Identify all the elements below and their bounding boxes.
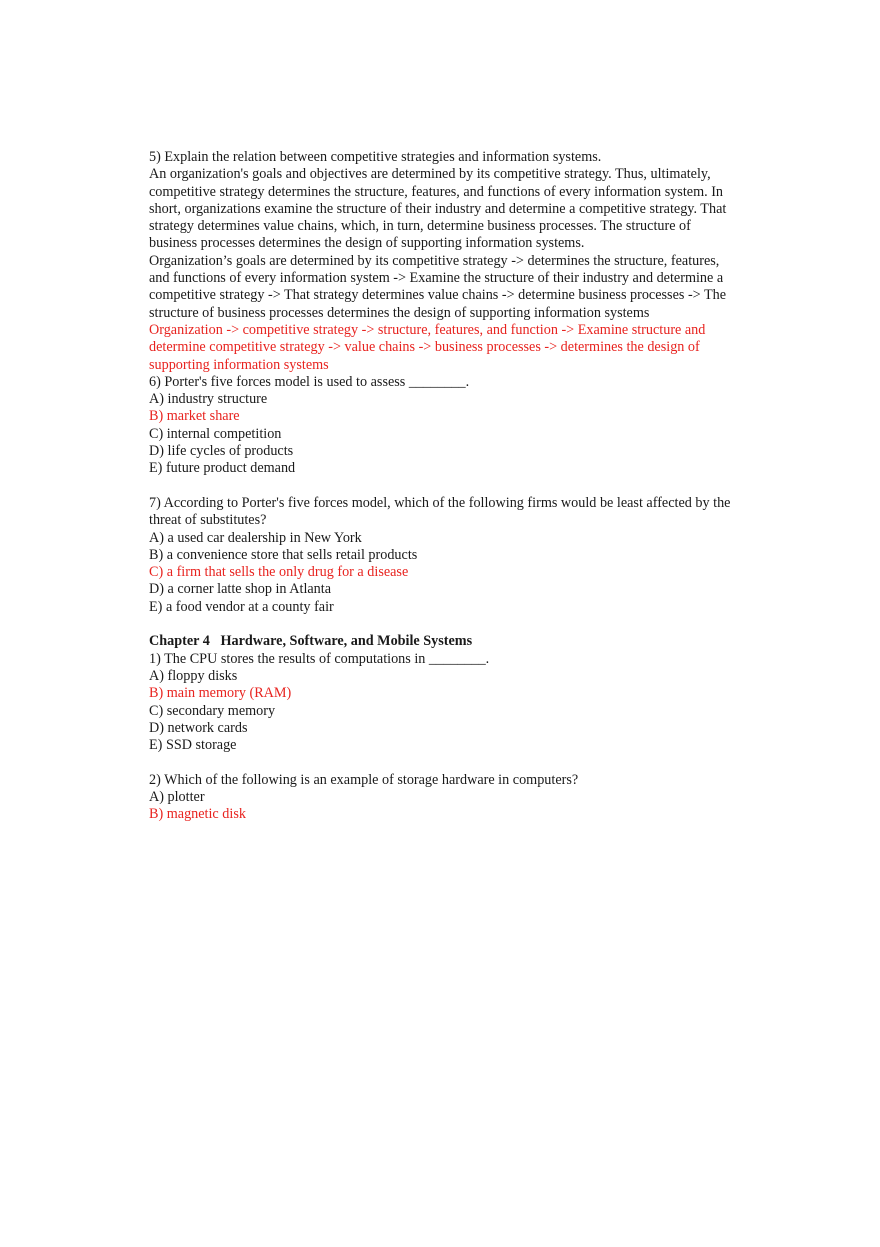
c4q1-option-b-correct: B) main memory (RAM) bbox=[149, 685, 292, 702]
c4q1-option-d: D) network cards bbox=[149, 719, 248, 736]
q5-question: 5) Explain the relation between competitive strategies and information systems. bbox=[149, 149, 602, 165]
c4q1-option-e: E) SSD storage bbox=[149, 737, 237, 754]
q6-option-a: A) industry structure bbox=[149, 391, 268, 408]
q7-question: 7) According to Porter's five forces model, which of the following firms would be least affected by the threat of substitutes? bbox=[149, 494, 731, 529]
c4q2-block bbox=[149, 772, 739, 824]
c4q1-option-c: C) secondary memory bbox=[149, 702, 276, 719]
c4q2-question: 2) Which of the following is an example of storage hardware in computers? bbox=[149, 771, 579, 788]
q6-question: 6) Porter's five forces model is used to assess ________. bbox=[149, 373, 470, 390]
q5-answer-paragraph: An organization's goals and objectives are determined by its competitive strategy. Thus, ultimately, competitive strategy determines the structure, features, and functions of every information system. In short, organizations examine the structure of their industry and determine a competitive strategy. That strategy determines value chains, which, in turn, determine business processes. The structure of business processes determines the design of supporting information systems. bbox=[149, 166, 727, 252]
q6-option-c: C) internal competition bbox=[149, 425, 282, 442]
q6-option-e: E) future product demand bbox=[149, 460, 296, 477]
c4q1-block bbox=[149, 651, 739, 755]
c4q1-question: 1) The CPU stores the results of computations in ________. bbox=[149, 650, 490, 667]
chapter-title: Chapter 4 Hardware, Software, and Mobile Systems bbox=[149, 633, 473, 650]
c4q2-option-a: A) plotter bbox=[149, 788, 205, 805]
q7-option-e: E) a food vendor at a county fair bbox=[149, 598, 334, 615]
q6-option-d: D) life cycles of products bbox=[149, 443, 294, 460]
page-content bbox=[149, 149, 739, 824]
q5-summary-paragraph: Organization’s goals are determined by its competitive strategy -> determines the structure, features, and functions of every information system -> Examine the structure of their industry and determine a competitive strategy -> That strategy determines value chains -> determine business processes -> The structure of business processes determines the design of supporting information systems bbox=[149, 252, 727, 321]
q6-option-b-correct: B) market share bbox=[149, 408, 240, 425]
q7-option-c-correct: C) a firm that sells the only drug for a disease bbox=[149, 564, 409, 581]
q6-block bbox=[149, 374, 739, 478]
q7-block bbox=[149, 495, 739, 616]
q5-highlight-paragraph: Organization -> competitive strategy -> structure, features, and function -> Examine structure and determine competitive strategy -> value chains -> business processes -> determines the design of supporting information systems bbox=[149, 321, 706, 373]
c4q1-option-a: A) floppy disks bbox=[149, 667, 238, 684]
c4q2-option-b-correct: B) magnetic disk bbox=[149, 806, 246, 823]
q7-option-b: B) a convenience store that sells retail products bbox=[149, 546, 418, 563]
q7-option-d: D) a corner latte shop in Atlanta bbox=[149, 581, 332, 598]
q7-option-a: A) a used car dealership in New York bbox=[149, 529, 362, 546]
